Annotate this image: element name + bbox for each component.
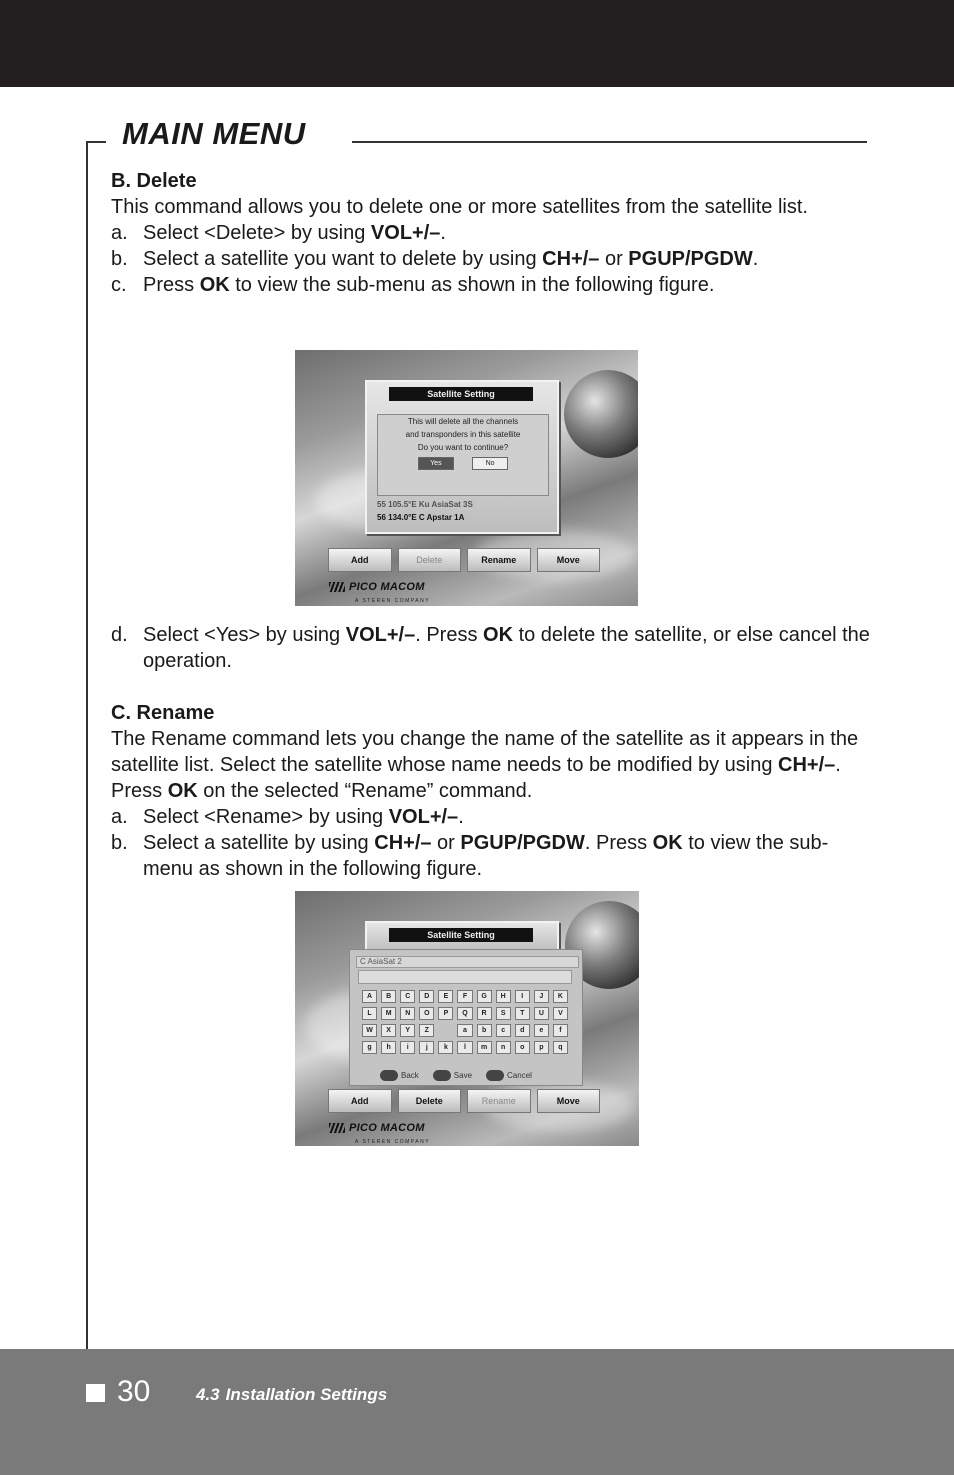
frame-corner-rule	[86, 141, 106, 143]
step-text: Select a satellite by using CH+/– or PGUP/PGDW. Press OK to view the sub-menu as shown in the following figure.	[143, 832, 829, 880]
satellite-name-field: C AsiaSat 2	[356, 956, 579, 968]
delete-steps	[111, 220, 871, 298]
step-text: Select <Rename> by using VOL+/–.	[143, 806, 464, 828]
brand-subtitle: A STEREN COMPANY	[355, 598, 431, 604]
keyboard-key: S	[496, 1007, 511, 1020]
keyboard-key: i	[400, 1041, 415, 1054]
keyboard-key: F	[457, 990, 472, 1003]
rename-intro: The Rename command lets you change the name of the satellite as it appears in the satellite list. Select the satellite whose name needs to be modified by using CH+/–. Press OK on the selected “Rename” command.	[111, 728, 859, 802]
keyboard-key: H	[496, 990, 511, 1003]
globe-graphic	[564, 370, 638, 458]
brand-logo: PICO MACOM	[329, 574, 425, 600]
list-item	[111, 622, 871, 674]
step-label: b.	[111, 248, 128, 270]
keyboard-key: A	[362, 990, 377, 1003]
step-label: d.	[111, 624, 128, 646]
table-row: 56 134.0°E C Apstar 1A	[377, 513, 465, 522]
rename-button: Rename	[467, 548, 531, 572]
brand-logo: PICO MACOM	[329, 1115, 425, 1141]
satellite-setting-panel	[365, 380, 559, 534]
keyboard-key: R	[477, 1007, 492, 1020]
yes-button: Yes	[418, 457, 454, 470]
delete-screenshot	[295, 350, 638, 606]
brand-subtitle: A STEREN COMPANY	[355, 1139, 431, 1145]
function-buttons	[328, 548, 600, 572]
keyboard-key: Q	[457, 1007, 472, 1020]
keyboard-key: U	[534, 1007, 549, 1020]
section-label: 4.3 Installation Settings	[196, 1385, 388, 1404]
step-label: c.	[111, 274, 127, 296]
dialog-line: and transponders in this satellite	[405, 430, 521, 439]
keyboard-key: a	[457, 1024, 472, 1037]
keyboard-key: b	[477, 1024, 492, 1037]
step-text: Press OK to view the sub-menu as shown in the following figure.	[143, 274, 715, 296]
list-item	[111, 804, 871, 830]
page-title: MAIN MENU	[122, 116, 306, 151]
step-text: Select <Delete> by using VOL+/–.	[143, 222, 446, 244]
list-item	[111, 220, 871, 246]
keyboard-key: B	[381, 990, 396, 1003]
move-button: Move	[537, 548, 601, 572]
list-item	[111, 246, 871, 272]
keyboard-key: I	[515, 990, 530, 1003]
page-number: 30	[117, 1375, 151, 1408]
keyboard-key: X	[381, 1024, 396, 1037]
rename-keyboard	[349, 949, 583, 1086]
keyboard-key: m	[477, 1041, 492, 1054]
keyboard-keys	[362, 990, 568, 1054]
top-bar	[0, 0, 954, 87]
keyboard-key: g	[362, 1041, 377, 1054]
confirm-dialog	[377, 414, 549, 496]
panel-title: Satellite Setting	[389, 387, 533, 401]
keyboard-key: D	[419, 990, 434, 1003]
keyboard-key: C	[400, 990, 415, 1003]
keyboard-actions	[380, 1063, 570, 1089]
keyboard-key: L	[362, 1007, 377, 1020]
keyboard-key: Z	[419, 1024, 434, 1037]
keyboard-key: o	[515, 1041, 530, 1054]
dialog-line: Do you want to continue?	[417, 443, 509, 452]
keyboard-key: n	[496, 1041, 511, 1054]
keyboard-key: P	[438, 1007, 453, 1020]
keyboard-key: c	[496, 1024, 511, 1037]
keyboard-key: J	[534, 990, 549, 1003]
dialog-line: This will delete all the channels	[407, 417, 519, 426]
no-button: No	[472, 457, 508, 470]
keyboard-key: k	[438, 1041, 453, 1054]
satellite-rows	[377, 498, 547, 524]
add-button: Add	[328, 1089, 392, 1113]
keyboard-key: G	[477, 990, 492, 1003]
keyboard-key: p	[534, 1041, 549, 1054]
back-action: Back	[380, 1063, 419, 1089]
list-item	[111, 830, 871, 882]
rename-screenshot	[295, 891, 639, 1146]
keyboard-key: d	[515, 1024, 530, 1037]
list-item	[111, 272, 871, 298]
rename-button: Rename	[467, 1089, 531, 1113]
footer-bar	[0, 1349, 954, 1475]
step-label: a.	[111, 222, 128, 244]
keyboard-key: Y	[400, 1024, 415, 1037]
keyboard-key: K	[553, 990, 568, 1003]
table-row: 55 105.5°E Ku AsiaSat 3S	[377, 500, 473, 509]
step-text: Select a satellite you want to delete by using CH+/– or PGUP/PGDW.	[143, 248, 759, 270]
keyboard-key: M	[381, 1007, 396, 1020]
keyboard-key: q	[553, 1041, 568, 1054]
add-button: Add	[328, 548, 392, 572]
keyboard-key: h	[381, 1041, 396, 1054]
panel-title: Satellite Setting	[389, 928, 533, 942]
keyboard-key: E	[438, 990, 453, 1003]
keyboard-key: T	[515, 1007, 530, 1020]
rename-steps	[111, 804, 871, 882]
delete-intro: This command allows you to delete one or more satellites from the satellite list.	[111, 196, 808, 218]
content	[111, 168, 871, 1146]
frame-left-rule	[86, 141, 88, 1351]
move-button: Move	[537, 1089, 601, 1113]
keyboard-key: W	[362, 1024, 377, 1037]
step-text: Select <Yes> by using VOL+/–. Press OK to delete the satellite, or else cancel the operation.	[143, 624, 870, 672]
keyboard-key: e	[534, 1024, 549, 1037]
cancel-action: Cancel	[486, 1063, 532, 1089]
rename-heading: C. Rename	[111, 702, 215, 724]
keyboard-key: f	[553, 1024, 568, 1037]
delete-heading: B. Delete	[111, 170, 197, 192]
step-label: a.	[111, 806, 128, 828]
keyboard-key: l	[457, 1041, 472, 1054]
step-label: b.	[111, 832, 128, 854]
delete-button: Delete	[398, 1089, 462, 1113]
function-buttons	[328, 1089, 600, 1113]
keyboard-key: N	[400, 1007, 415, 1020]
delete-step-d	[111, 622, 871, 674]
title-rule	[352, 141, 867, 143]
footer-square	[86, 1384, 105, 1402]
keyboard-key: V	[553, 1007, 568, 1020]
delete-button: Delete	[398, 548, 462, 572]
keyboard-key: j	[419, 1041, 434, 1054]
keyboard-key: O	[419, 1007, 434, 1020]
name-input	[358, 970, 572, 984]
save-action: Save	[433, 1063, 472, 1089]
